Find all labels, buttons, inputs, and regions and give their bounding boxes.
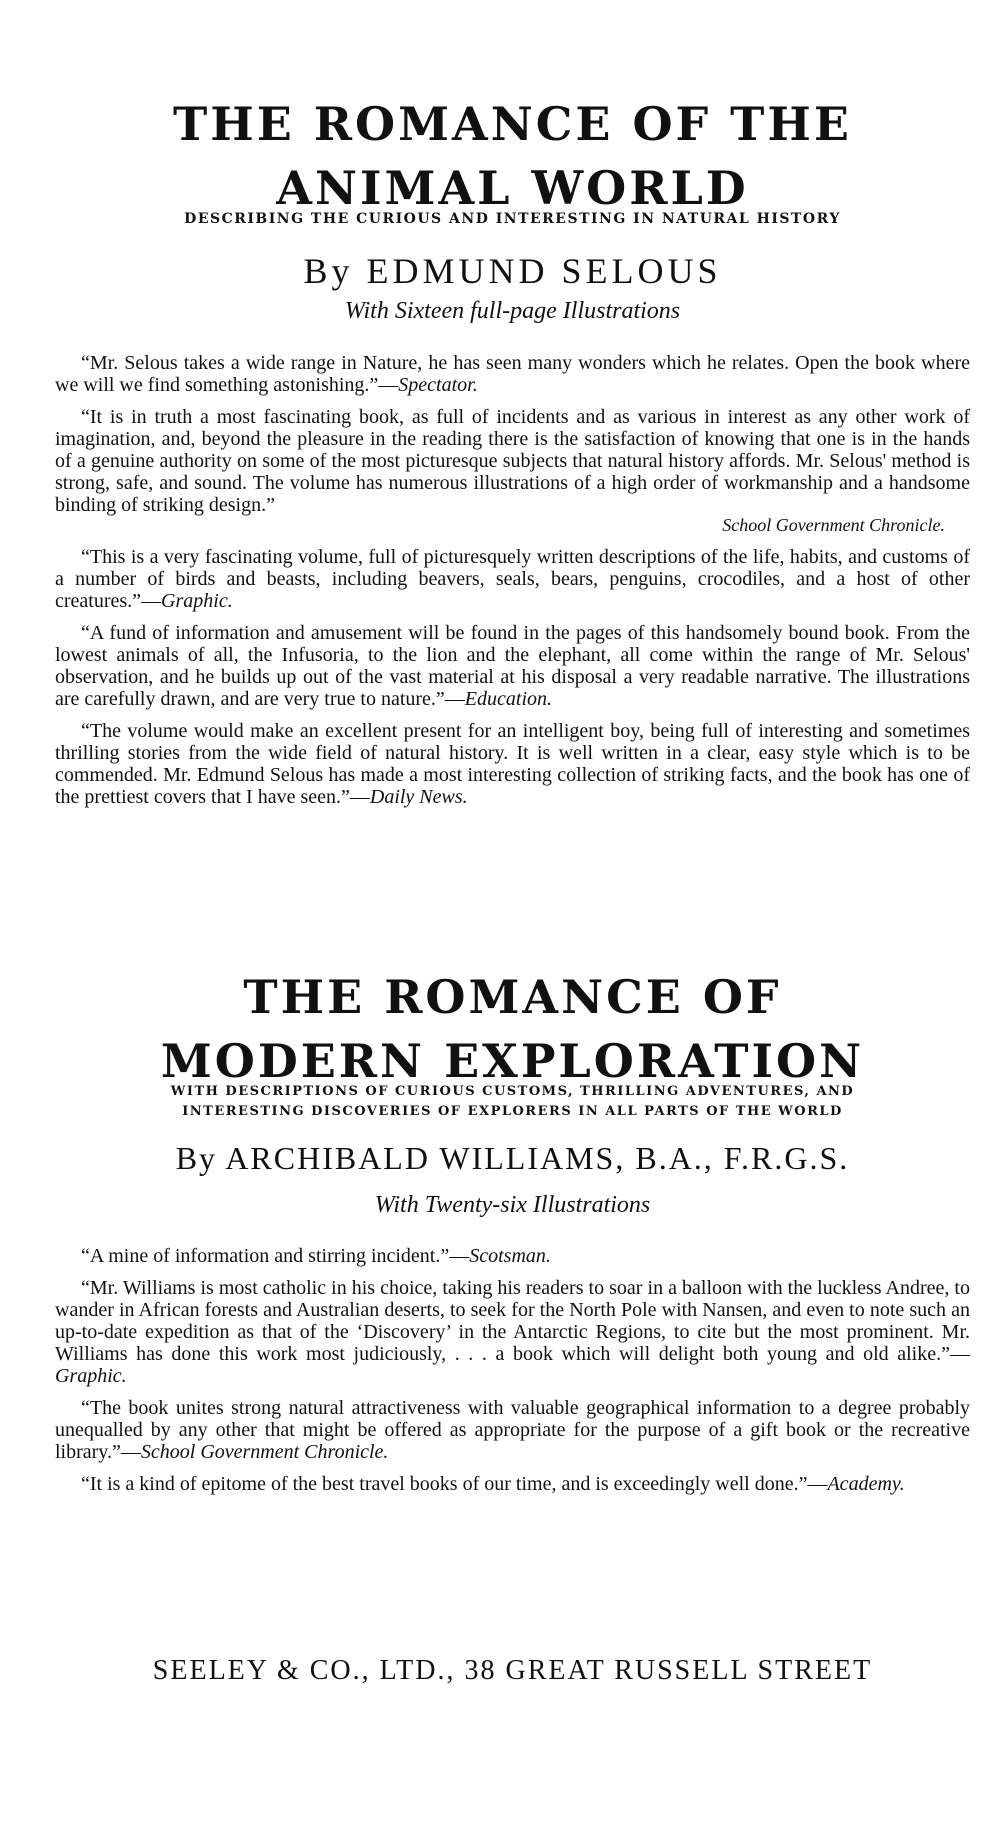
review [55, 622, 970, 710]
review-text: “Mr. Selous takes a wide range in Nature, he has seen many wonders which he relates. Open the book where we will we find something astonishing.”— [55, 352, 970, 396]
review-source: Academy. [827, 1473, 905, 1495]
review-text: “This is a very fascinating volume, full of picturesquely written descriptions of the life, habits, and customs of a number of birds and beasts, including beavers, seals, bears, penguins, crocodiles, and a host of other creatures.”— [55, 546, 970, 612]
review-text: “It is in truth a most fascinating book, as full of incidents and as various in interest as any other work of imagination, and, beyond the pleasure in the reading there is the satisfaction of knowing that one is in the hands of a genuine authority on some of the most picturesque subjects that natural history affords. Mr. Selous' method is strong, safe, and sound. The volume has numerous illustrations of a high order of workmanship and a handsome binding of striking design.” [55, 406, 970, 516]
advertisement-page [55, 0, 970, 1823]
review-source: School Government Chronicle. [722, 515, 945, 535]
book1-byline: By EDMUND SELOUS [303, 251, 722, 291]
review-text: “It is a kind of epitome of the best travel books of our time, and is exceedingly well done.”— [81, 1473, 828, 1495]
book1-title-line2: ANIMAL WORLD [276, 161, 749, 215]
book1-illustrations-note: With Sixteen full-page Illustrations [344, 298, 681, 324]
review [55, 1277, 970, 1387]
book1-reviews [55, 352, 970, 818]
review [55, 352, 970, 396]
book2-subtitle-line1: WITH DESCRIPTIONS OF CURIOUS CUSTOMS, THRILLING ADVENTURES, AND [170, 1084, 855, 1099]
review [55, 1397, 970, 1463]
book2-subtitle-line2: INTERESTING DISCOVERIES OF EXPLORERS IN ALL PARTS OF THE WORLD [182, 1104, 843, 1119]
book1-title-line1: THE ROMANCE OF THE [173, 97, 852, 151]
review-source: School Government Chronicle. [140, 1441, 389, 1463]
review-text: “Mr. Williams is most catholic in his choice, taking his readers to soar in a balloon with the luckless Andree, to wander in African forests and Australian deserts, to seek for the North Pole with Nansen, and even to note such an up-to-date expedition as that of the ‘Discovery’ in the Antarctic Regions, to cite but the most prominent. Mr. Williams has done this work most judiciously, . . . a book which will delight both young and old alike.”— [55, 1277, 970, 1365]
review-source: Graphic. [161, 590, 233, 612]
review [55, 1245, 970, 1267]
review-text: “A fund of information and amusement will be found in the pages of this handsomely bound book. From the lowest animals of all, the Infusoria, to the lion and the elephant, all come within the range of Mr. Selous' observation, and he builds up out of the vast material at his disposal a very readable narrative. The illustrations are carefully drawn, and are very true to nature.”— [55, 622, 970, 710]
book2-title-line2: MODERN EXPLORATION [160, 1034, 865, 1088]
book1-subtitle: DESCRIBING THE CURIOUS AND INTERESTING IN NATURAL HISTORY [184, 211, 841, 227]
review-text: “The book unites strong natural attractiveness with valuable geographical information to a degree probably unequalled by any other that might be offered as appropriate for the purpose of a gift book or the recreative library.”— [55, 1397, 970, 1463]
review [55, 720, 970, 808]
review [55, 406, 970, 516]
review [55, 1473, 970, 1495]
review-source: Education. [464, 688, 553, 710]
review-source: Graphic. [55, 1365, 127, 1387]
book2-byline: By ARCHIBALD WILLIAMS, B.A., F.R.G.S. [175, 1140, 850, 1176]
book2-title [55, 965, 970, 1093]
book2-title-line1: THE ROMANCE OF [243, 970, 782, 1024]
book2-subtitle [55, 1082, 970, 1122]
book2-illustrations-note: With Twenty-six Illustrations [374, 1192, 651, 1218]
publisher-imprint: SEELEY & CO., LTD., 38 GREAT RUSSELL STREET [152, 1655, 873, 1686]
review [55, 546, 970, 612]
review-source: Spectator. [398, 374, 478, 396]
book2-reviews [55, 1245, 970, 1505]
review-source: Daily News. [369, 786, 468, 808]
book1-title [55, 92, 970, 220]
review-text: “A mine of information and stirring incident.”— [81, 1245, 470, 1267]
review-text: “The volume would make an excellent present for an intelligent boy, being full of interesting and sometimes thrilling stories from the wide field of natural history. It is well written in a clear, easy style which is to be commended. Mr. Edmund Selous has made a most interesting collection of striking facts, and the book has one of the prettiest covers that I have seen.”— [55, 720, 970, 808]
review-source: Scotsman. [469, 1245, 551, 1267]
